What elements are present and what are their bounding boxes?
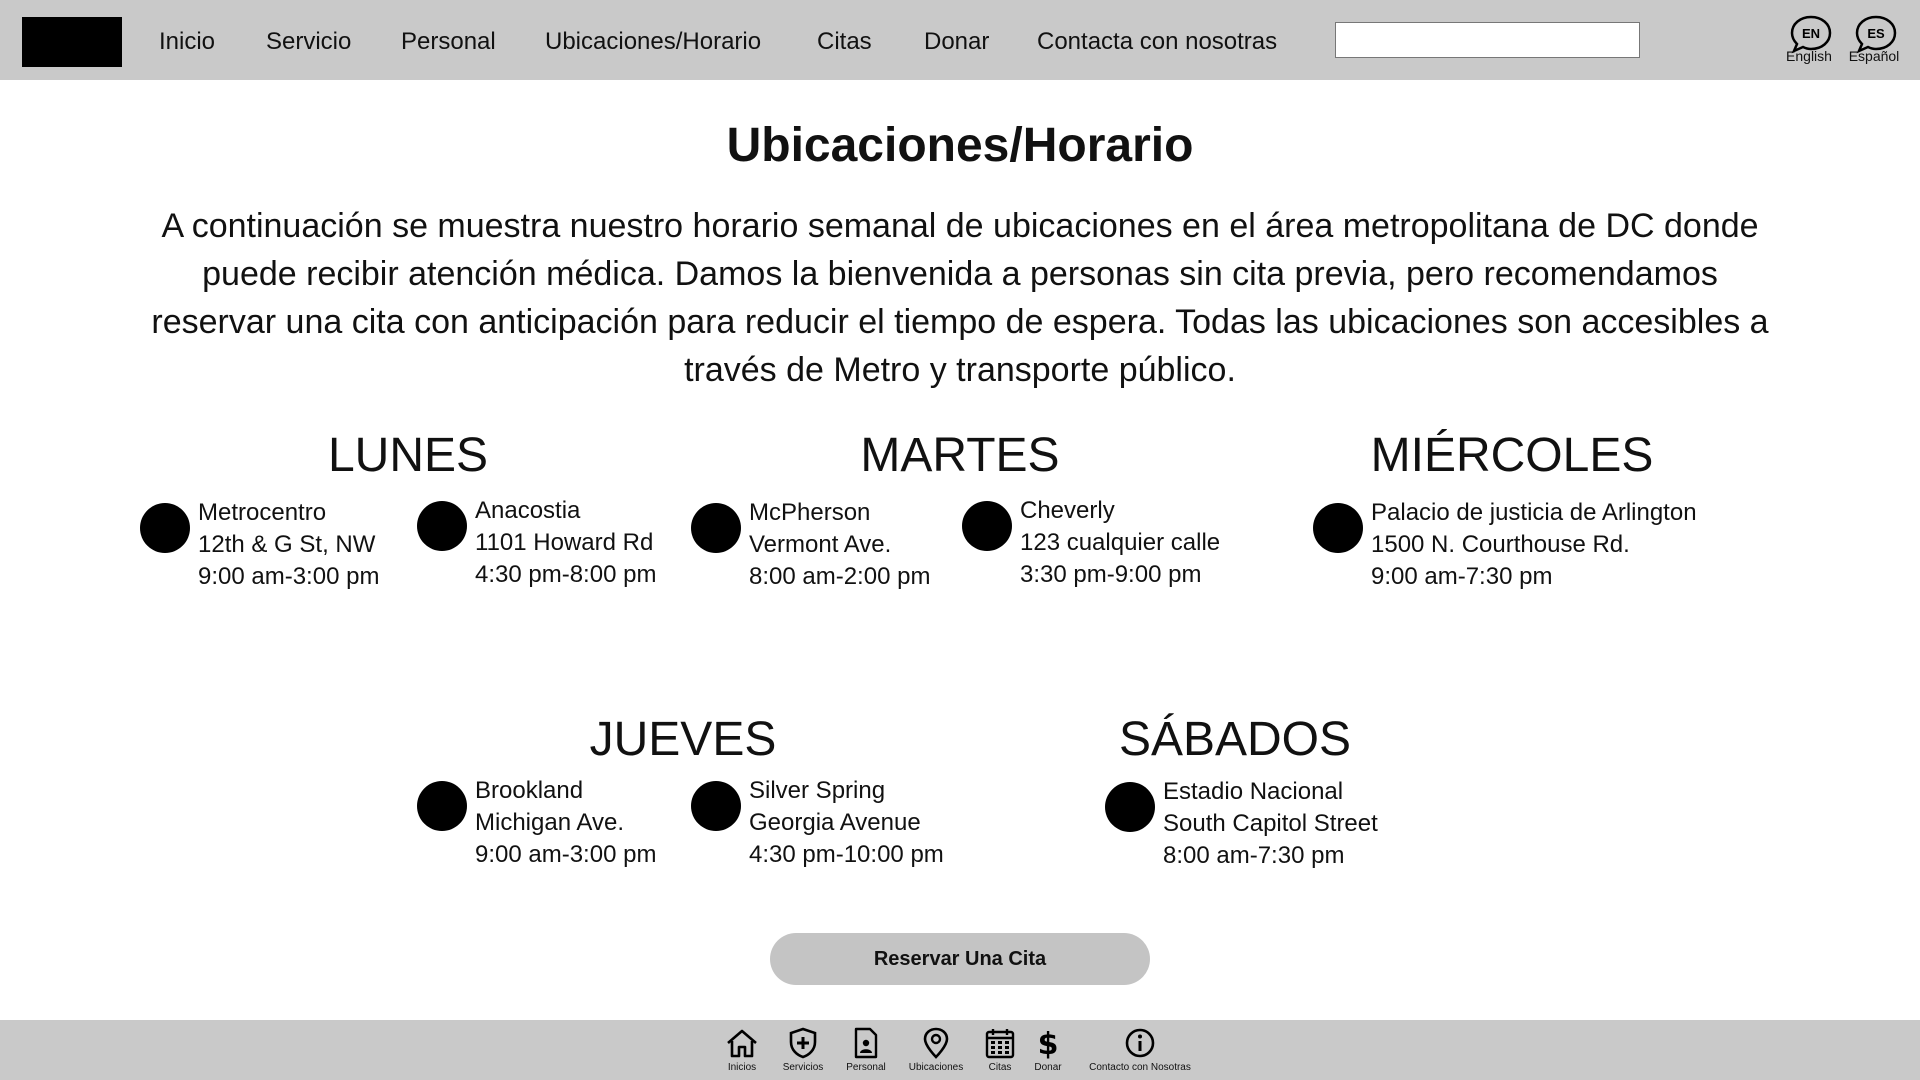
bottom-nav-personal[interactable] — [845, 1026, 887, 1073]
dollar-icon — [1031, 1026, 1065, 1060]
location-name: Estadio Nacional — [1163, 778, 1344, 805]
location-marker-icon — [962, 501, 1012, 551]
location-name: Palacio de justicia de Arlington — [1371, 499, 1697, 526]
language-spanish-button[interactable] — [1844, 14, 1904, 64]
location-address: 123 cualquier calle — [1020, 529, 1221, 556]
location-address: Michigan Ave. — [475, 809, 624, 836]
location-hours: 9:00 am-3:00 pm — [475, 841, 657, 868]
nav-contacta[interactable]: Contacta con nosotras — [1037, 28, 1278, 55]
location-hours: 8:00 am-2:00 pm — [749, 563, 931, 590]
info-icon — [1123, 1026, 1157, 1060]
location-name: Silver Spring — [749, 777, 886, 804]
bottom-nav-label: Donar — [1034, 1062, 1062, 1073]
day-heading-jueves: JUEVES — [589, 713, 777, 766]
lang-label-english: English — [1786, 48, 1832, 64]
location-name: Cheverly — [1020, 497, 1115, 524]
location-address: Vermont Ave. — [749, 531, 892, 558]
bottom-nav-donar[interactable] — [1031, 1026, 1065, 1073]
speech-bubble-icon — [1854, 14, 1894, 50]
location-name: Metrocentro — [198, 499, 327, 526]
bottom-nav-inicios[interactable] — [722, 1026, 762, 1073]
page-title: Ubicaciones/Horario — [726, 119, 1194, 172]
nav-personal[interactable]: Personal — [401, 28, 496, 55]
bottom-nav-label: Ubicaciones — [908, 1062, 964, 1073]
day-heading-miercoles: MIÉRCOLES — [1370, 429, 1654, 482]
location-marker-icon — [691, 503, 741, 553]
bottom-nav-label: Contacto con Nosotras — [1089, 1062, 1191, 1073]
nav-servicio[interactable]: Servicio — [266, 28, 352, 55]
nav-inicio[interactable]: Inicio — [159, 28, 216, 55]
speech-bubble-icon — [1789, 14, 1829, 50]
lang-code-es: ES — [1867, 26, 1885, 41]
location-marker-icon — [417, 501, 467, 551]
nav-citas[interactable]: Citas — [817, 28, 872, 55]
id-document-icon — [849, 1026, 883, 1060]
svg-text:$: $ — [1037, 1027, 1059, 1060]
search-input[interactable] — [1335, 22, 1640, 58]
language-english-button[interactable] — [1779, 14, 1839, 64]
home-icon — [725, 1026, 759, 1060]
bottom-nav-contacto[interactable] — [1085, 1026, 1195, 1073]
location-name: Anacostia — [475, 497, 581, 524]
book-appointment-button[interactable]: Reservar Una Cita — [770, 933, 1150, 985]
location-name: McPherson — [749, 499, 871, 526]
bottom-nav-servicios[interactable] — [781, 1026, 825, 1073]
intro-paragraph: A continuación se muestra nuestro horario semanal de ubicaciones en el área metropolitana de DC donde puede recibir atención médica. Damos la bienvenida a personas sin cita previa, pero recomendamos reservar una cita con anticipación para reducir el tiempo de espera. Todas las ubicaciones son accesibles a través de Metro y transporte público. — [151, 207, 1769, 389]
bottom-navigation-bar — [0, 1020, 1920, 1080]
location-marker-icon — [691, 781, 741, 831]
bottom-nav-ubicaciones[interactable] — [906, 1026, 966, 1073]
lang-label-espanol: Español — [1848, 48, 1900, 64]
day-heading-martes: MARTES — [860, 429, 1060, 482]
location-hours: 4:30 pm-10:00 pm — [749, 841, 944, 868]
location-name: Brookland — [475, 777, 584, 804]
location-hours: 9:00 am-7:30 pm — [1371, 563, 1553, 590]
location-address: 1500 N. Courthouse Rd. — [1371, 531, 1630, 558]
nav-ubicaciones-horario[interactable]: Ubicaciones/Horario — [545, 28, 762, 55]
location-marker-icon — [140, 503, 190, 553]
location-hours: 9:00 am-3:00 pm — [198, 563, 380, 590]
bottom-nav-citas[interactable] — [983, 1026, 1017, 1073]
location-address: South Capitol Street — [1163, 810, 1378, 837]
shield-plus-icon — [786, 1026, 820, 1060]
location-hours: 3:30 pm-9:00 pm — [1020, 561, 1202, 588]
bottom-nav-label: Personal — [846, 1062, 886, 1073]
map-pin-icon — [919, 1026, 953, 1060]
location-marker-icon — [417, 781, 467, 831]
nav-donar[interactable]: Donar — [924, 28, 990, 55]
day-heading-sabados: SÁBADOS — [1118, 713, 1352, 766]
location-marker-icon — [1105, 782, 1155, 832]
top-navigation-bar — [0, 0, 1920, 80]
location-address: 12th & G St, NW — [198, 531, 376, 558]
bottom-nav-label: Servicios — [782, 1062, 824, 1073]
location-address: Georgia Avenue — [749, 809, 921, 836]
day-heading-lunes: LUNES — [327, 429, 489, 482]
bottom-nav-label: Citas — [988, 1062, 1012, 1073]
location-hours: 8:00 am-7:30 pm — [1163, 842, 1345, 869]
location-hours: 4:30 pm-8:00 pm — [475, 561, 657, 588]
calendar-icon — [983, 1026, 1017, 1060]
location-address: 1101 Howard Rd — [475, 529, 654, 556]
lang-code-en: EN — [1801, 26, 1821, 41]
location-marker-icon — [1313, 503, 1363, 553]
site-logo[interactable] — [22, 17, 122, 67]
bottom-nav-label: Inicios — [727, 1062, 757, 1073]
